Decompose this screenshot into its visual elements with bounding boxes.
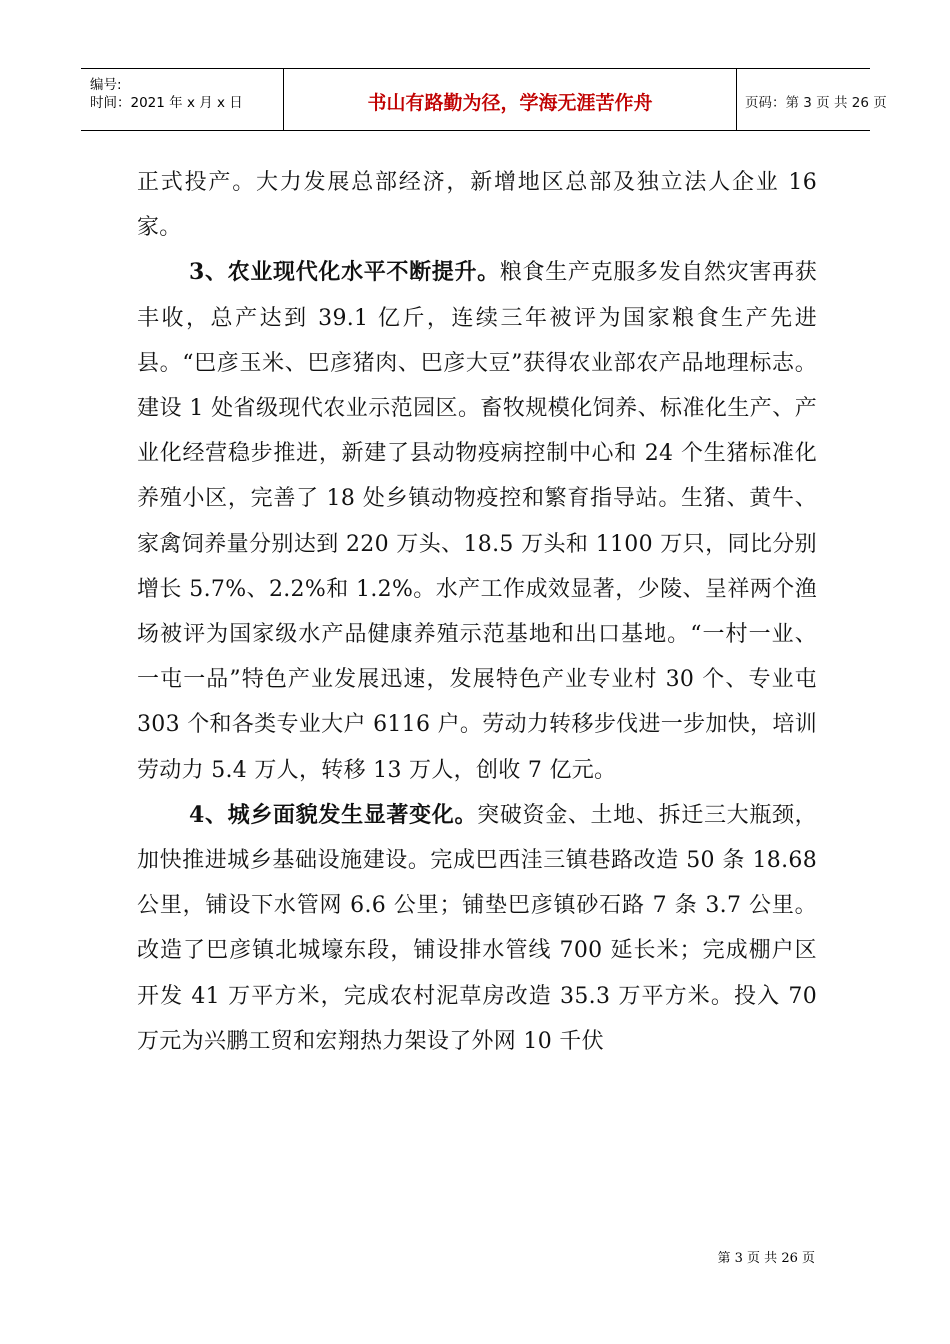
document-date: 时间：2021 年 x 月 x 日 [90,95,243,111]
header-page-number: 页码：第 3 页 共 26 页 [745,95,887,111]
header-meta [81,69,283,130]
header-motto-cell [283,69,737,130]
paragraph-continued: 正式投产。大力发展总部经济，新增地区总部及独立法人企业 16 家。 [137,170,817,241]
section-heading-agriculture: 3、农业现代化水平不断提升。 [189,259,500,286]
header-page-cell [737,69,887,130]
paragraph-urban-rural-text: 突破资金、土地、拆迁三大瓶颈，加快推进城乡基础设施建设。完成巴西洼三镇巷路改造 50 条 18.68 公里，铺设下水管网 6.6 公里；铺垫巴彦镇砂石路 7 条 3.7 公里。改造了巴彦镇北城壕东段，铺设排水管线 700 延长米；完成棚户区开发 41 万平方米，完成农村泥草房改造 35.3 万平方米。投入 70 万元为兴鹏工贸和宏翔热力架设了外网 10 千伏 [137,802,817,1054]
motto: 书山有路勤为径，学海无涯苦作舟 [367,92,653,114]
page-header [81,68,887,131]
footer-page-number: 第 3 页 共 26 页 [717,1251,815,1266]
paragraph-agriculture [137,250,817,792]
section-heading-urban-rural: 4、城乡面貌发生显著变化。 [189,801,478,828]
paragraph-agriculture-text: 粮食生产克服多发自然灾害再获丰收，总产达到 39.1 亿斤，连续三年被评为国家粮食生产先进县。“巴彦玉米、巴彦猪肉、巴彦大豆”获得农业部农产品地理标志。建设 1 处省级现代农业示范园区。畜牧规模化饲养、标准化生产、产业化经营稳步推进，新建了县动物疫病控制中心和 24 个生猪标准化养殖小区，完善了 18 处乡镇动物疫控和繁育指导站。生猪、黄牛、家禽饲养量分别达到 220 万头、18.5 万头和 1100 万只，同比分别增长 5.7%、2.2%和 1.2%。水产工作成效显著，少陵、呈祥两个渔场被评为国家级水产品健康养殖示范基地和出口基地。“一村一业、一屯一品”特色产业发展迅速，发展特色产业专业村 30 个、专业屯 303 个和各类专业大户 6116 户。劳动力转移步伐进一步加快，培训劳动力 5.4 万人，转移 13 万人，创收 7 亿元。 [137,260,817,783]
document-number: 编号: [90,77,122,93]
paragraph-urban-rural [137,793,817,1064]
document-body [137,160,817,1064]
